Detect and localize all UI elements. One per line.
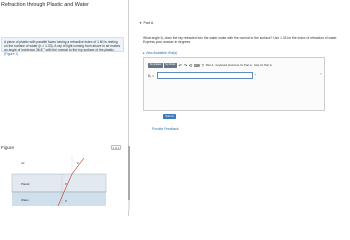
instruction-text: Express your answer in degrees. — [143, 40, 192, 45]
keyboard-icon[interactable]: ⌨ — [193, 63, 200, 69]
problem-text: A piece of plastic with parallel faces having a refractive index of 1.60 is resting on the surface of water (n = 1.33). A ray of light coming from above in air makes an angle of incidence 36.8 ° with the normal to the top surface of the plastic. — [4, 39, 121, 52]
question-block — [143, 36, 348, 45]
redo-icon[interactable]: ↷ — [183, 63, 188, 69]
undo-icon[interactable]: ↶ — [178, 63, 183, 69]
problem-statement — [1, 37, 124, 56]
figure-pager[interactable] — [111, 145, 121, 150]
submit-button[interactable]: Submit — [163, 114, 176, 119]
view-hints-link[interactable]: ▸ View Available Hint(s) — [143, 51, 178, 55]
math-toolbar — [148, 63, 272, 69]
note-icon[interactable]: ? — [320, 72, 322, 76]
page-title: Refraction through Plastic and Water — [1, 2, 89, 8]
templates-button[interactable]: Templates — [149, 63, 162, 67]
symbols-button[interactable]: Symbols — [165, 63, 176, 67]
provide-feedback-link[interactable]: Provide Feedback — [152, 127, 179, 131]
toolbar-tip-text: Part A · keyboard shortcuts for Part A · help for Part A — [205, 63, 272, 68]
theta-incident-label: θ — [77, 161, 79, 165]
reset-icon[interactable]: ⟲ — [188, 63, 193, 69]
scrollbar-thumb[interactable] — [128, 146, 130, 200]
question-text: What angle θ₂ does the ray refracted into the water make with the normal to the surface? Use 1.33 for the index of refraction of water. — [143, 36, 338, 40]
answer-input[interactable] — [157, 72, 253, 79]
plastic-label: Plastic — [21, 182, 30, 186]
part-a-header[interactable] — [139, 21, 153, 25]
water-label: Water — [21, 198, 29, 202]
figure-pointer-link[interactable]: (Figure 1) — [4, 51, 19, 56]
collapse-triangle-icon: ▼ — [139, 21, 142, 25]
theta-water-label: θ — [65, 199, 67, 203]
answer-panel — [143, 57, 325, 111]
unit-label: ° — [255, 73, 257, 78]
help-icon[interactable]: ? — [201, 63, 204, 69]
figure-pager-text: 1 of 1 — [112, 146, 120, 150]
figure-scrollbar[interactable] — [128, 146, 130, 210]
air-label: Air — [21, 161, 25, 165]
answer-label: θ₂ = — [148, 74, 155, 78]
part-a-title: Part A — [143, 21, 154, 25]
theta-plastic-label: θ — [65, 182, 67, 186]
refraction-figure — [0, 152, 128, 216]
figure-label: Figure — [1, 145, 15, 150]
